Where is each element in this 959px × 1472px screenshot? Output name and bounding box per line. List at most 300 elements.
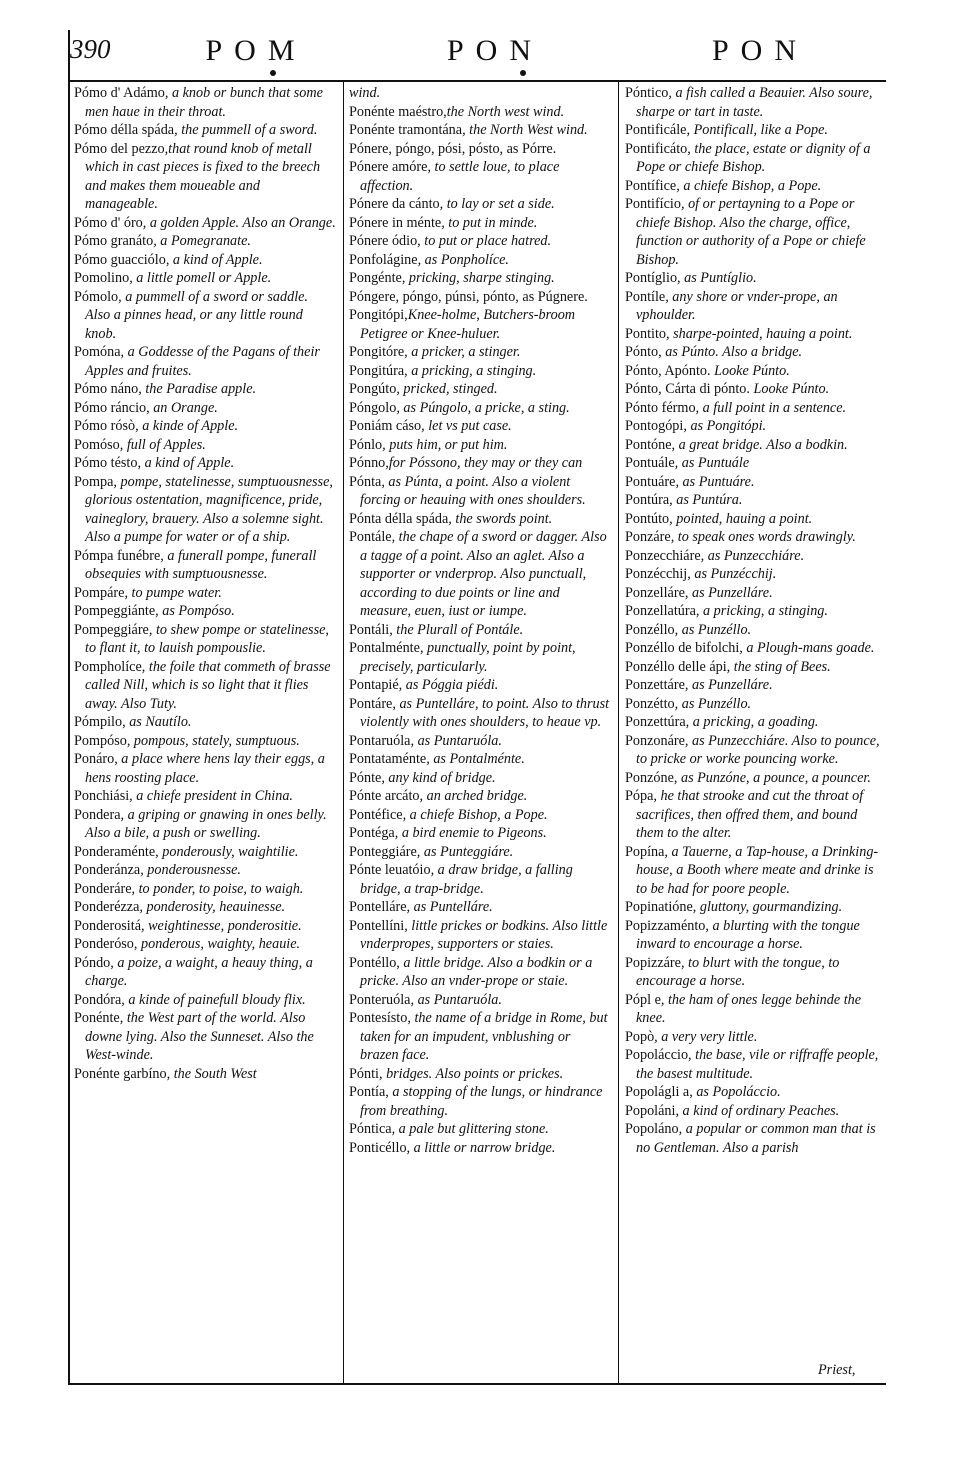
dictionary-entry [625, 343, 881, 362]
entry-definition: , as Púnta, a point. Also a violent forcing or heauing with ones shoulders. [360, 473, 586, 508]
dictionary-entry [349, 991, 611, 1010]
dictionary-entry [349, 380, 611, 399]
catchword: Priest, [818, 1362, 856, 1378]
entry-headword: Ponzécchij [625, 566, 688, 582]
entry-definition: , pompous, stately, sumptuous. [126, 732, 300, 749]
entry-definition: , pricking, sharpe stinging. [401, 270, 555, 286]
dictionary-entry [625, 436, 881, 455]
entry-headword: Pompa [74, 473, 114, 490]
dictionary-entry [74, 1065, 336, 1084]
entry-headword: Pontelláre [349, 899, 407, 915]
entry-headword: Ponzéllo delle ápi [625, 658, 727, 675]
dictionary-entry [74, 547, 336, 584]
dictionary-entry [349, 214, 611, 233]
entry-definition: , a full point in a sentence. [695, 399, 847, 416]
entry-definition: , the name of a bridge in Rome, but taken for an impudent, vnblushing or brazen face. [360, 1010, 608, 1063]
entry-definition: , a knob or bunch that some men haue in their throat. [85, 85, 323, 120]
entry-headword: Pomóso [74, 436, 120, 453]
entry-headword: Pónto, Apónto. [625, 362, 711, 379]
dictionary-entry [74, 880, 336, 899]
entry-headword: Pópa [625, 788, 654, 804]
entry-headword: Pompholíce [74, 658, 142, 675]
dictionary-entry [74, 843, 336, 862]
entry-headword: Pómo náno [74, 381, 139, 397]
entry-definition: , a place where hens lay their eggs, a hens roosting place. [85, 751, 325, 786]
left-running-head: POM [205, 34, 307, 67]
entry-definition: , the place, estate or dignity of a Pope or chiefe Bishop. [636, 140, 871, 175]
dictionary-entry [74, 787, 336, 806]
entry-headword: Pongénte [349, 270, 402, 286]
dictionary-entry [74, 121, 336, 140]
entry-headword: Popína [625, 843, 665, 860]
entry-definition: , a draw bridge, a falling bridge, a trap-bridge. [360, 862, 573, 897]
dictionary-entry [349, 417, 611, 436]
entry-definition: , the chape of a sword or dagger. Also a tagge of a point. Also an aglet. Also a supporter or vnderprop. Also punctuall, according to due points or line and measure, euen, iust or iumpe. [360, 529, 607, 619]
entry-headword: Pontéga [349, 825, 395, 841]
entry-headword: Pómo del pezzo, [74, 140, 169, 157]
left-margin-rule [68, 30, 70, 1384]
entry-definition: , ponderousnesse. [140, 862, 241, 878]
entry-headword: Popò [625, 1028, 655, 1045]
entry-headword: Ponteggiáre [349, 843, 417, 860]
entry-headword: Pompeggiánte [74, 603, 156, 619]
entry-headword: Pondóra [74, 991, 122, 1008]
entry-headword: Pónno, [349, 455, 389, 471]
entry-definition: , a pricker, a stinger. [404, 344, 521, 360]
entry-definition: , a Plough-mans goade. [739, 640, 875, 656]
dictionary-entry [74, 584, 336, 603]
column-rule [618, 80, 619, 1384]
entry-definition: , as Nautílo. [122, 714, 192, 730]
entry-headword: Pónte [349, 769, 382, 786]
entry-headword: Pontíle [625, 288, 666, 305]
entry-headword: Pongitópi, [349, 307, 408, 323]
dictionary-entry [625, 787, 881, 843]
entry-headword: Ponticéllo [349, 1139, 407, 1156]
dictionary-entry [74, 1009, 336, 1065]
dictionary-entry [74, 935, 336, 954]
entry-definition: , the West part of the world. Also downe lying. Also the Sunneset. Also the West-winde. [85, 1010, 314, 1063]
dictionary-entry [625, 843, 881, 899]
dictionary-entry [349, 861, 611, 898]
entry-headword: Ponteruóla [349, 991, 411, 1008]
entry-definition: , a pale but glittering stone. [391, 1121, 549, 1137]
entry-headword: Popoláno [625, 1121, 679, 1137]
entry-headword: Pontellíni [349, 917, 405, 934]
entry-headword: Pónere ódio [349, 233, 418, 249]
dictionary-entry [349, 1083, 611, 1120]
entry-definition: , an Orange. [146, 399, 218, 416]
entry-headword: Pontóne [625, 436, 672, 453]
dictionary-entry [625, 1083, 881, 1102]
column-right [625, 84, 881, 1157]
dictionary-entry [74, 602, 336, 621]
entry-definition: , a kinde of Apple. [135, 418, 239, 434]
entry-definition: , as Punzelláre. [684, 677, 773, 693]
entry-headword: Ponderáre [74, 880, 132, 897]
entry-headword: Pónte arcáto [349, 788, 420, 804]
dictionary-entry [349, 288, 611, 307]
entry-definition: , to shew pompe or statelinesse, to flant it, to lauish pompouslie. [85, 621, 329, 656]
entry-definition: , as Puntíglio. [677, 270, 757, 286]
entry-headword: Pontificále [625, 122, 687, 138]
dictionary-entry [349, 621, 611, 640]
page-number: 390 [70, 34, 111, 64]
entry-headword: Pómolo [74, 288, 119, 305]
dictionary-entry [74, 621, 336, 658]
entry-headword: Póngere, póngo, púnsi, pónto, as Púgnere. [349, 288, 588, 305]
entry-definition: , as Punzecchiáre. Also to pounce, to pricke or worke pouncing worke. [636, 732, 880, 767]
entry-headword: Pomóna [74, 344, 121, 360]
entry-definition: , weightinesse, ponderositie. [141, 917, 302, 934]
entry-headword: Pónere amóre [349, 159, 428, 175]
entry-definition: , as Púnto. Also a bridge. [658, 344, 803, 360]
entry-headword: Pómpilo [74, 714, 123, 730]
dictionary-entry [74, 991, 336, 1010]
entry-definition: , sharpe-pointed, hauing a point. [666, 325, 853, 342]
dictionary-entry [74, 750, 336, 787]
dictionary-entry [349, 528, 611, 621]
dictionary-entry [625, 510, 881, 529]
dictionary-entry [349, 399, 611, 418]
entry-headword: Pónti [349, 1065, 379, 1082]
entry-definition: , a kind of Apple. [137, 455, 235, 471]
entry-headword: Ponzellatúra [625, 603, 696, 619]
dictionary-entry [625, 491, 881, 510]
dictionary-entry [349, 695, 611, 732]
entry-definition: , an arched bridge. [419, 788, 528, 804]
entry-headword: Popoláccio [625, 1047, 689, 1063]
dictionary-entry [349, 1065, 611, 1084]
entry-headword: Popoláni [625, 1102, 676, 1119]
entry-definition: , to blurt with the tongue, to encourage a horse. [636, 954, 840, 989]
dictionary-entry [625, 621, 881, 640]
entry-headword: Pónta [349, 473, 382, 490]
entry-definition: , he that strooke and cut the throat of sacrifices, then offred them, and bound them to the alter. [636, 788, 864, 841]
entry-headword: Pónlo [349, 436, 383, 453]
dictionary-entry [349, 140, 611, 159]
dictionary-entry [74, 898, 336, 917]
dictionary-entry [349, 787, 611, 806]
entry-definition: , as Punzéllo. [674, 695, 752, 712]
entry-headword: Póngolo [349, 399, 397, 416]
dictionary-entry [74, 251, 336, 270]
entry-headword: Ponzecchiáre [625, 547, 701, 564]
dictionary-entry [74, 861, 336, 880]
entry-definition: , the foile that commeth of brasse called Nill, which is so light that it flies away. Also Tuty. [85, 658, 331, 712]
dictionary-entry [625, 991, 881, 1028]
dictionary-entry [349, 436, 611, 455]
entry-headword: Ponchiási [74, 788, 130, 804]
entry-headword: Ponénte maéstro, [349, 103, 447, 120]
entry-definition: , as Ponpholíce. [417, 251, 509, 268]
entry-definition: Looke Púnto. [710, 362, 790, 379]
dictionary-entry [74, 954, 336, 991]
entry-headword: Pontificáto [625, 140, 688, 157]
entry-definition: , as Póggia piédi. [398, 677, 499, 693]
dictionary-entry [74, 806, 336, 843]
entry-definition: , ponderosity, heauinesse. [139, 899, 286, 915]
dictionary-entry [349, 676, 611, 695]
dictionary-entry [349, 843, 611, 862]
entry-definition: , of or pertayning to a Pope or chiefe Bishop. Also the charge, office, function or authority of a Pope or chiefe Bishop. [636, 196, 866, 268]
entry-headword: Pómo guacciólo [74, 251, 166, 268]
entry-headword: Pontesísto [349, 1010, 408, 1026]
entry-headword: Pónto [625, 344, 659, 360]
dictionary-entry [349, 639, 611, 676]
entry-definition: Knee-holme, Butchers-broom Petigree or Knee-huluer. [360, 307, 576, 342]
entry-definition: , a chiefe Bishop, a Pope. [676, 177, 822, 194]
entry-definition: , the Plurall of Pontále. [389, 621, 524, 638]
entry-definition: , a Pomegranate. [153, 233, 251, 249]
entry-definition: , any kind of bridge. [381, 769, 496, 786]
entry-headword: Pontuále [625, 455, 675, 471]
dictionary-entry [74, 343, 336, 380]
dictionary-entry [74, 436, 336, 455]
dictionary-entry [625, 417, 881, 436]
dictionary-entry [74, 417, 336, 436]
entry-headword: Pómo d' Adámo [74, 85, 165, 101]
entry-definition: , as Puntelláre, to point. Also to thrust violently with ones shoulders, to heaue vp. [360, 695, 610, 730]
entry-definition: , as Popoláccio. [689, 1084, 781, 1100]
entry-headword: Ponzétto [625, 695, 675, 712]
entry-definition: , ponderously, waightilie. [155, 843, 299, 860]
entry-definition: , a poize, a waight, a heauy thing, a charge. [85, 954, 313, 989]
dictionary-entry [625, 1046, 881, 1083]
entry-headword: Pómpa funébre [74, 547, 161, 564]
entry-headword: Pontalménte [349, 640, 420, 656]
entry-headword: Pomolino [74, 270, 130, 286]
dictionary-entry [349, 232, 611, 251]
dictionary-entry [625, 676, 881, 695]
entry-definition: wind. [349, 85, 381, 101]
entry-definition: , bridges. Also points or prickes. [378, 1065, 564, 1082]
entry-headword: Ponzonáre [625, 732, 685, 749]
entry-definition: , a Goddesse of the Pagans of their Apples and fruites. [85, 344, 320, 379]
entry-definition: , as Puntelláre. [406, 899, 493, 915]
dictionary-entry [625, 1102, 881, 1121]
entry-definition: , the swords point. [448, 510, 553, 527]
dictionary-entry [625, 177, 881, 196]
entry-definition: , a blurting with the tongue inward to encourage a horse. [636, 917, 860, 952]
column-left [74, 84, 336, 1083]
entry-headword: Pómo délla spáda [74, 122, 175, 138]
dictionary-entry [349, 954, 611, 991]
entry-headword: Pontapié [349, 677, 399, 693]
entry-headword: Pontito [625, 325, 666, 342]
entry-definition: , as Pompóso. [155, 603, 235, 619]
entry-definition: , the North West wind. [462, 122, 588, 138]
entry-definition: , a fish called a Beauier. Also soure, sharpe or tart in taste. [636, 85, 873, 120]
entry-definition: , as Puntaruóla. [410, 991, 502, 1008]
entry-headword: Pompeggiáre [74, 621, 149, 638]
entry-headword: Ponderóso [74, 936, 134, 952]
dictionary-entry [74, 473, 336, 547]
dictionary-entry [625, 269, 881, 288]
entry-definition: , a kind of Apple. [165, 251, 263, 268]
dictionary-entry [74, 232, 336, 251]
entry-definition: , the sting of Bees. [726, 658, 831, 675]
dictionary-entry [349, 195, 611, 214]
entry-definition: , a pummell of a sword or saddle. Also a pinnes head, or any little round knob. [85, 288, 308, 342]
entry-headword: Pompóso [74, 732, 127, 749]
entry-definition: , as Pongitópi. [683, 418, 767, 434]
entry-headword: Pontúto [625, 510, 670, 527]
entry-headword: Ponderositá [74, 917, 141, 934]
entry-headword: Ponzettáre [625, 677, 685, 693]
entry-headword: Póntico [625, 85, 669, 101]
dictionary-entry [349, 473, 611, 510]
entry-headword: Pontogópi [625, 418, 684, 434]
entry-definition: , as Punzóne, a pounce, a pouncer. [673, 769, 871, 786]
entry-headword: Pómo d' óro [74, 214, 143, 231]
entry-definition: , Pontificall, like a Pope. [686, 122, 828, 138]
entry-definition: , a Tauerne, a Tap-house, a Drinking-house, a Booth where meate and drinke is to be had for poore people. [636, 843, 879, 897]
dictionary-entry [625, 288, 881, 325]
dictionary-entry [74, 269, 336, 288]
entry-definition: , pointed, hauing a point. [669, 510, 813, 527]
dictionary-entry [74, 454, 336, 473]
entry-definition: for Póssono, they may or they can [388, 455, 583, 471]
dictionary-entry [349, 898, 611, 917]
dictionary-entry [349, 750, 611, 769]
dictionary-entry [74, 658, 336, 714]
dictionary-entry [625, 547, 881, 566]
entry-definition: , a chiefe Bishop, a Pope. [402, 806, 548, 823]
entry-headword: Pontúra [625, 492, 670, 508]
dictionary-entry [625, 565, 881, 584]
entry-definition: , a bird enemie to Pigeons. [394, 825, 547, 841]
entry-definition: , a funerall pompe, funerall obsequies with sumptuousnesse. [85, 547, 317, 582]
entry-definition: , pompe, statelinesse, sumptuousnesse, glorious ostentation, magnificence, pride, vaineglory, brauery. Also a solemne sight. Also a pumpe for water or of a ship. [85, 473, 333, 545]
dictionary-entry [349, 1120, 611, 1139]
entry-headword: Pontaruóla [349, 732, 411, 749]
entry-headword: Ponderézza [74, 899, 140, 915]
entry-definition: , full of Apples. [119, 436, 206, 453]
entry-headword: Ponénte [74, 1010, 120, 1026]
center-running-head: PON [446, 34, 543, 67]
right-running-head: PON [711, 34, 808, 67]
entry-definition: the North west wind. [446, 103, 565, 120]
entry-definition: , as Puntaruóla. [410, 732, 502, 749]
entry-definition: , a pricking, a stinging. [404, 362, 537, 379]
dictionary-entry [625, 732, 881, 769]
footer-rule [68, 1383, 886, 1385]
entry-definition: Looke Púnto. [749, 381, 830, 397]
dictionary-entry [349, 806, 611, 825]
entry-headword: Ponzóne [625, 769, 674, 786]
entry-headword: Pómo rósò [74, 418, 136, 434]
dictionary-entry [625, 713, 881, 732]
entry-headword: Pompáre [74, 584, 125, 601]
entry-headword: Pónta délla spáda [349, 510, 449, 527]
entry-definition: , as Punteggiáre. [416, 843, 514, 860]
entry-headword: Pontáre [349, 695, 393, 712]
entry-definition: , to lay or set a side. [439, 196, 555, 212]
entry-headword: Pontále [349, 529, 392, 545]
entry-definition: , any shore or vnder-prope, an vphoulder. [636, 288, 838, 323]
entry-definition: that round knob of metall which in cast pieces is fixed to the breech and makes them moueable and manageable. [85, 140, 321, 212]
dictionary-entry [74, 713, 336, 732]
entry-headword: Poniám cáso [349, 418, 422, 434]
dictionary-entry [625, 454, 881, 473]
dictionary-entry [625, 769, 881, 788]
dictionary-entry [625, 695, 881, 714]
entry-definition: , a pricking, a goading. [685, 714, 819, 730]
entry-definition: , punctually, point by point, precisely, particularly. [360, 640, 576, 675]
dictionary-entry [625, 898, 881, 917]
entry-headword: Pontéllo [349, 954, 397, 971]
entry-definition: , a kinde of painefull bloudy flix. [121, 991, 306, 1008]
dictionary-entry [349, 158, 611, 195]
dictionary-entry [625, 658, 881, 677]
dictionary-entry [625, 528, 881, 547]
entry-definition: , a popular or common man that is no Gentleman. Also a parish [636, 1121, 876, 1156]
entry-definition: , a griping or gnawing in ones belly. Also a bile, a push or swelling. [85, 806, 327, 841]
dictionary-entry [625, 380, 881, 399]
entry-headword: Ponzéllo [625, 621, 675, 638]
dictionary-entry [349, 824, 611, 843]
dictionary-entry [349, 103, 611, 122]
dictionary-entry [625, 473, 881, 492]
entry-definition: , a stopping of the lungs, or hindrance from breathing. [360, 1084, 603, 1119]
dictionary-entry [349, 362, 611, 381]
entry-definition: , let vs put case. [421, 418, 512, 434]
entry-definition: , pricked, stinged. [396, 381, 498, 397]
entry-headword: Pómo ráncio [74, 399, 147, 416]
entry-headword: Pópl e [625, 991, 661, 1008]
entry-headword: Pontifício [625, 196, 681, 212]
entry-definition: , to pumpe water. [124, 584, 222, 601]
entry-headword: Pónto, Cárta di pónto. [625, 381, 750, 397]
entry-headword: Pontáli [349, 621, 390, 638]
dictionary-entry [625, 84, 881, 121]
entry-headword: Ponderaménte [74, 843, 156, 860]
dictionary-entry [625, 121, 881, 140]
dictionary-entry [349, 510, 611, 529]
dictionary-entry [349, 343, 611, 362]
dictionary-entry [625, 399, 881, 418]
entry-definition: , a kind of ordinary Peaches. [675, 1102, 840, 1119]
entry-headword: Pontataménte [349, 751, 427, 767]
entry-definition: , as Púngolo, a pricke, a sting. [396, 399, 570, 416]
entry-definition: , to put in minde. [441, 214, 538, 231]
dictionary-entry [625, 584, 881, 603]
dictionary-entry [625, 325, 881, 344]
entry-headword: Pongitúra [349, 362, 405, 379]
entry-headword: Popinatióne [625, 899, 693, 915]
entry-headword: Popizzáre [625, 954, 681, 971]
entry-definition: , to ponder, to poise, to waigh. [131, 880, 304, 897]
entry-definition: , to speak ones words drawingly. [670, 529, 856, 545]
entry-definition: , as Puntuáre. [675, 473, 755, 490]
dictionary-entry [625, 1120, 881, 1157]
entry-headword: Pónere da cánto [349, 196, 440, 212]
entry-headword: Ponderánza [74, 862, 141, 878]
entry-definition: , as Punzécchij. [687, 566, 777, 582]
dictionary-entry [349, 732, 611, 751]
entry-definition: , a pricking, a stinging. [695, 603, 828, 619]
dictionary-entry [625, 917, 881, 954]
dictionary-entry [625, 195, 881, 269]
entry-headword: Popizzaménto [625, 917, 706, 934]
entry-headword: Ponzettúra [625, 714, 686, 730]
entry-definition: , gluttony, gourmandizing. [692, 899, 843, 915]
entry-definition: , ponderous, waighty, heauie. [133, 936, 301, 952]
dictionary-entry [74, 732, 336, 751]
entry-headword: Pontuáre [625, 473, 676, 490]
entry-headword: Pontíglio [625, 270, 678, 286]
